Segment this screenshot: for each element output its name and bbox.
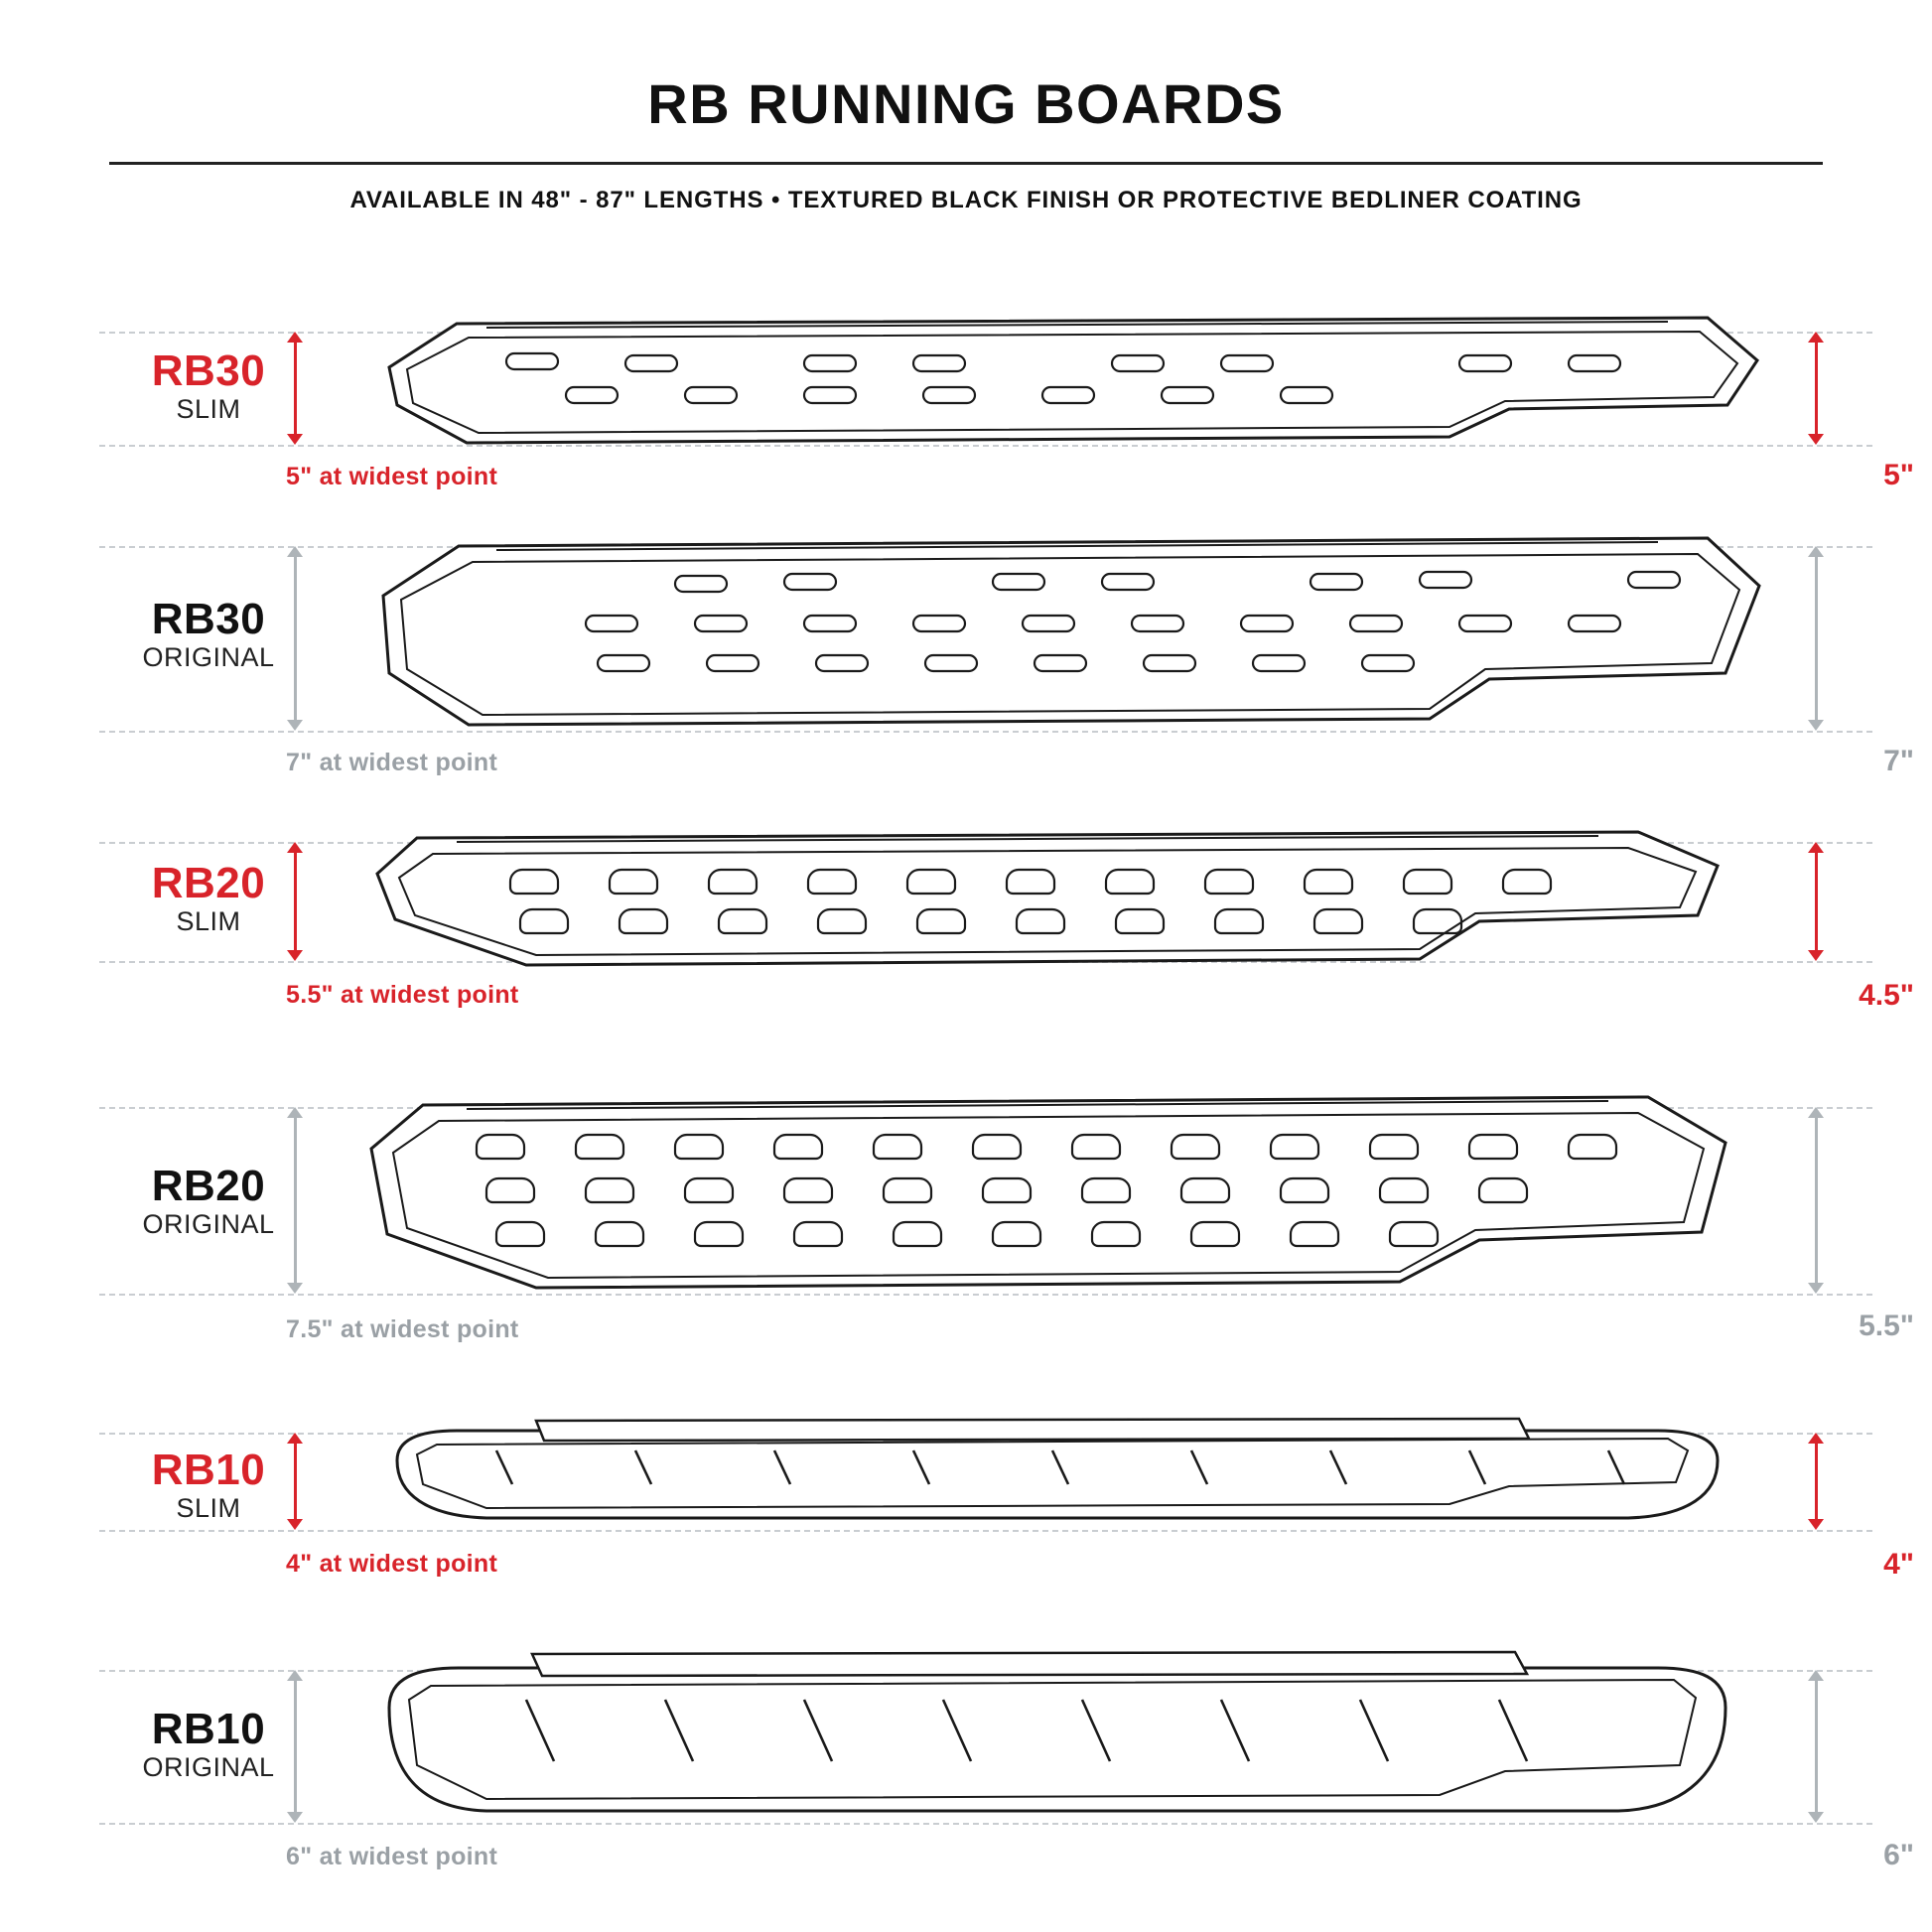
height-arrow-right	[1815, 332, 1817, 445]
arrow-head-down-icon	[287, 1519, 303, 1530]
arrow-head-down-icon	[287, 950, 303, 961]
model-name: RB30	[151, 595, 266, 643]
page-title: RB RUNNING BOARDS	[647, 72, 1285, 135]
board-illustration-rb20-slim	[338, 818, 1777, 997]
model-variant: ORIGINAL	[142, 642, 275, 672]
header-divider	[109, 162, 1823, 165]
arrow-head-down-icon	[1808, 1519, 1824, 1530]
width-caption: 7" at widest point	[286, 749, 498, 776]
row-rb30-slim	[0, 258, 1932, 506]
model-label-rb10-original	[109, 1705, 308, 1785]
row-rb10-slim	[0, 1375, 1932, 1628]
arrow-shaft	[294, 340, 297, 437]
arrow-head-down-icon	[1808, 720, 1824, 731]
model-variant: SLIM	[176, 906, 241, 936]
board-rows	[0, 258, 1932, 1906]
height-arrow-right	[1815, 1670, 1817, 1823]
model-name: RB10	[151, 1705, 266, 1753]
arrow-shaft	[294, 1441, 297, 1522]
height-value: 5.5"	[1859, 1310, 1914, 1342]
board-illustration-rb20-original	[338, 1083, 1777, 1321]
arrow-shaft	[1815, 850, 1818, 953]
header-subtitle: AVAILABLE IN 48" - 87" LENGTHS • TEXTURED BLACK FINISH OR PROTECTIVE BEDLINER COATING	[349, 187, 1583, 213]
header	[0, 0, 1932, 214]
model-name: RB10	[151, 1446, 266, 1494]
height-arrow-left	[294, 332, 296, 445]
arrow-head-down-icon	[287, 434, 303, 445]
model-name: RB20	[151, 859, 266, 907]
arrow-shaft	[294, 1115, 297, 1286]
width-caption: 6" at widest point	[286, 1843, 498, 1870]
model-variant: SLIM	[176, 394, 241, 424]
arrow-shaft	[1815, 1441, 1818, 1522]
arrow-head-down-icon	[1808, 434, 1824, 445]
width-caption: 5" at widest point	[286, 463, 498, 490]
arrow-shaft	[294, 1678, 297, 1815]
model-label-rb30-original	[109, 595, 308, 675]
height-value: 7"	[1883, 745, 1914, 777]
width-caption: 5.5" at widest point	[286, 981, 519, 1009]
arrow-shaft	[1815, 554, 1818, 723]
model-label-rb20-slim	[109, 859, 308, 939]
height-arrow-left	[294, 1107, 296, 1294]
height-value: 4.5"	[1859, 979, 1914, 1012]
model-label-rb20-original	[109, 1162, 308, 1242]
arrow-head-down-icon	[1808, 950, 1824, 961]
arrow-head-down-icon	[1808, 1283, 1824, 1294]
board-illustration-rb30-slim	[338, 306, 1777, 465]
height-value: 6"	[1883, 1839, 1914, 1871]
board-illustration-rb10-original	[338, 1646, 1777, 1845]
model-variant: ORIGINAL	[142, 1752, 275, 1782]
arrow-head-down-icon	[1808, 1812, 1824, 1823]
height-value: 4"	[1883, 1548, 1914, 1581]
model-variant: SLIM	[176, 1493, 241, 1523]
row-rb20-slim	[0, 794, 1932, 1067]
board-illustration-rb30-original	[338, 524, 1777, 753]
height-value: 5"	[1883, 459, 1914, 491]
height-arrow-right	[1815, 546, 1817, 731]
height-arrow-left	[294, 546, 296, 731]
height-arrow-left	[294, 1433, 296, 1530]
height-arrow-right	[1815, 1433, 1817, 1530]
row-rb30-original	[0, 506, 1932, 794]
arrow-shaft	[294, 554, 297, 723]
arrow-shaft	[1815, 1678, 1818, 1815]
height-arrow-left	[294, 1670, 296, 1823]
arrow-shaft	[1815, 1115, 1818, 1286]
model-variant: ORIGINAL	[142, 1209, 275, 1239]
arrow-head-down-icon	[287, 1283, 303, 1294]
width-caption: 7.5" at widest point	[286, 1315, 519, 1343]
height-arrow-left	[294, 842, 296, 961]
model-label-rb10-slim	[109, 1446, 308, 1526]
row-rb10-original	[0, 1628, 1932, 1906]
arrow-head-down-icon	[287, 1812, 303, 1823]
board-illustration-rb10-slim	[338, 1409, 1777, 1548]
row-rb20-original	[0, 1067, 1932, 1375]
model-name: RB20	[151, 1162, 266, 1210]
model-label-rb30-slim	[109, 346, 308, 427]
width-caption: 4" at widest point	[286, 1550, 498, 1578]
height-arrow-right	[1815, 1107, 1817, 1294]
model-name: RB30	[151, 346, 266, 395]
height-arrow-right	[1815, 842, 1817, 961]
arrow-shaft	[294, 850, 297, 953]
arrow-head-down-icon	[287, 720, 303, 731]
arrow-shaft	[1815, 340, 1818, 437]
